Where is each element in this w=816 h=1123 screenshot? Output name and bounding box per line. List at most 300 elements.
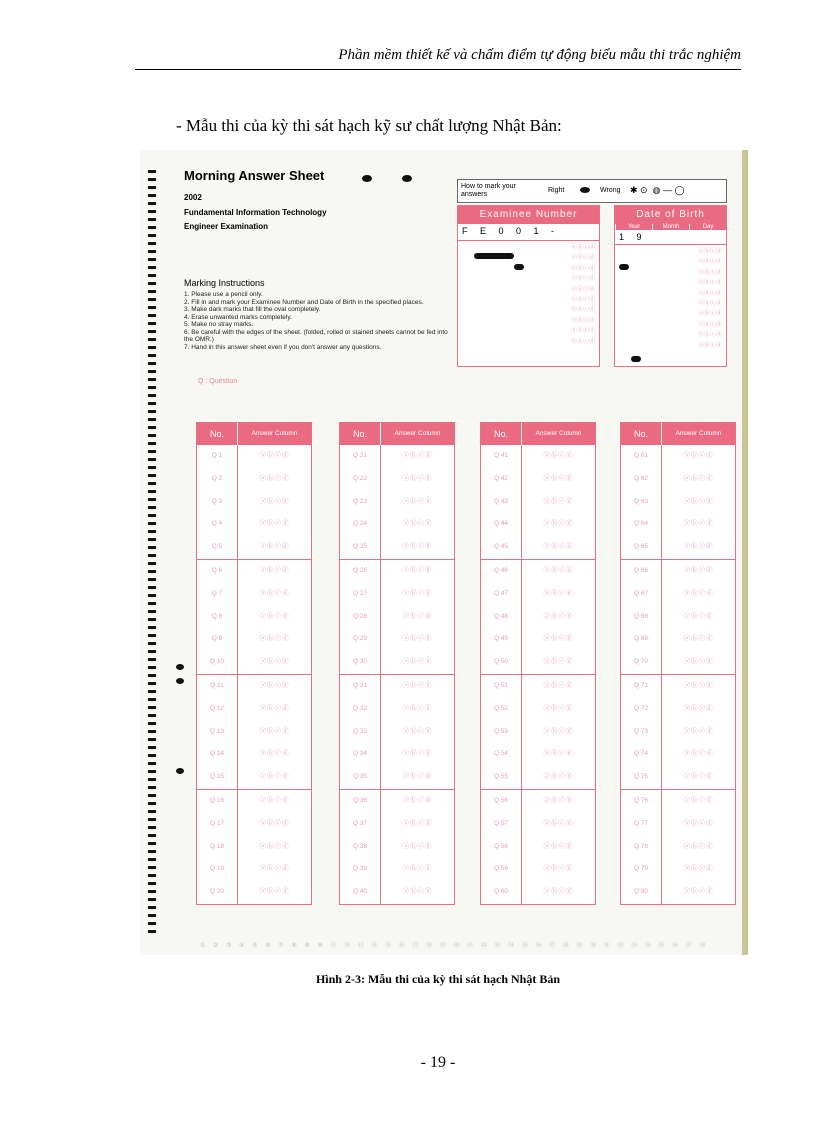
question-number: Q 55 [481, 766, 522, 789]
answer-bubbles[interactable]: ⓐⓑⓒⓓ [543, 773, 574, 781]
answer-row [197, 628, 311, 651]
question-number: Q 21 [340, 445, 381, 468]
answer-row [481, 651, 595, 675]
answer-bubbles[interactable]: ⓐⓑⓒⓓ [402, 888, 433, 896]
answer-bubbles[interactable]: ⓐⓑⓒⓓ [402, 727, 433, 735]
answer-row [340, 836, 454, 859]
question-number: Q 75 [621, 766, 662, 789]
timing-mark [148, 530, 156, 533]
timing-mark [148, 786, 156, 789]
answer-row [340, 721, 454, 744]
question-number: Q 5 [197, 536, 238, 559]
col-answer-label: Answer Column [251, 430, 298, 437]
timing-mark [148, 594, 156, 597]
answer-row [621, 881, 735, 904]
timing-mark [148, 250, 156, 253]
answer-row [340, 858, 454, 881]
col-answer-label: Answer Column [675, 430, 722, 437]
answer-bubbles[interactable]: ⓐⓑⓒⓓ [259, 543, 290, 551]
timing-mark [148, 690, 156, 693]
timing-mark [148, 546, 156, 549]
answer-row [621, 698, 735, 721]
answer-row [621, 858, 735, 881]
answer-bubbles[interactable]: ⓐⓑⓒⓓ [402, 612, 433, 620]
timing-mark [148, 602, 156, 605]
bubble-row: ⓐⓑⓒⓓ [570, 317, 595, 324]
answer-bubbles[interactable]: ⓐⓑⓒⓓ [543, 796, 574, 804]
question-number: Q 70 [621, 651, 662, 674]
question-number: Q 16 [197, 790, 238, 813]
timing-mark [148, 234, 156, 237]
answer-bubbles[interactable]: ⓐⓑⓒⓓ [402, 865, 433, 873]
timing-mark [148, 834, 156, 837]
question-number: Q 66 [621, 560, 662, 583]
bubble-row: ⓐⓑⓒⓓ [697, 249, 722, 255]
answer-row [481, 813, 595, 836]
answer-bubbles[interactable]: ⓐⓑⓒⓓ [259, 566, 290, 574]
timing-mark [148, 538, 156, 541]
timing-mark [148, 506, 156, 509]
timing-mark [148, 346, 156, 349]
question-number: Q 10 [197, 651, 238, 674]
timing-mark [148, 362, 156, 365]
registration-dot [176, 768, 184, 774]
answer-column-block [480, 422, 596, 905]
bubble-row: ⓐⓑⓒⓓ [570, 265, 595, 272]
answer-column-block [620, 422, 736, 905]
answer-row [340, 583, 454, 606]
question-number: Q 4 [197, 513, 238, 536]
answer-row [621, 651, 735, 675]
answer-bubbles[interactable]: ⓐⓑⓒⓓ [259, 589, 290, 597]
timing-mark [148, 170, 156, 173]
answer-row [340, 881, 454, 904]
timing-mark [148, 570, 156, 573]
answer-bubbles[interactable]: ⓐⓑⓒⓓ [259, 635, 290, 643]
bubble-row: ⓐⓑⓒⓓ [697, 269, 722, 276]
registration-dot [176, 678, 184, 684]
answer-row [481, 743, 595, 766]
timing-mark [148, 498, 156, 501]
answer-row [340, 468, 454, 491]
question-number: Q 57 [481, 813, 522, 836]
answer-row [481, 560, 595, 583]
answer-bubbles[interactable]: ⓐⓑⓒⓓ [683, 842, 714, 850]
answer-bubbles[interactable]: ⓐⓑⓒⓓ [259, 842, 290, 850]
question-number: Q 77 [621, 813, 662, 836]
timing-mark [148, 178, 156, 181]
answer-bubbles[interactable]: ⓐⓑⓒⓓ [402, 773, 433, 781]
timing-mark [148, 882, 156, 885]
col-no-label: No. [340, 423, 381, 445]
answer-bubbles[interactable]: ⓐⓑⓒⓓ [683, 819, 714, 827]
answer-bubbles[interactable]: ⓐⓑⓒⓓ [683, 750, 714, 758]
answer-bubbles[interactable]: ⓐⓑⓒⓓ [402, 589, 433, 597]
answer-bubbles[interactable]: ⓐⓑⓒⓓ [259, 658, 290, 666]
timing-mark [148, 858, 156, 861]
answer-bubbles[interactable]: ⓐⓑⓒⓓ [259, 520, 290, 528]
question-number: Q 24 [340, 513, 381, 536]
timing-mark [148, 402, 156, 405]
question-number: Q 44 [481, 513, 522, 536]
timing-mark [148, 562, 156, 565]
marking-instruction-item: 3. Make dark marks that fill the oval completely. [184, 306, 321, 313]
answer-row [621, 743, 735, 766]
timing-mark [148, 682, 156, 685]
timing-mark [148, 226, 156, 229]
answer-bubbles[interactable]: ⓐⓑⓒⓓ [402, 452, 433, 459]
bubble-row: ⓐⓑⓒⓓ [697, 259, 722, 266]
answer-row [621, 813, 735, 836]
sheet-subtitle: Fundamental Information Technology [184, 208, 327, 217]
timing-mark [148, 410, 156, 413]
timing-mark [148, 754, 156, 757]
answer-row [481, 790, 595, 813]
answer-bubbles[interactable]: ⓐⓑⓒⓓ [683, 543, 714, 551]
dob-day-label: Day [689, 224, 726, 230]
answer-row [621, 445, 735, 468]
answer-bubbles[interactable]: ⓐⓑⓒⓓ [543, 474, 574, 482]
question-number: Q 18 [197, 836, 238, 859]
answer-bubbles[interactable]: ⓐⓑⓒⓓ [402, 474, 433, 482]
answer-bubbles[interactable]: ⓐⓑⓒⓓ [402, 543, 433, 551]
marking-instruction-item: 6. Be careful with the edges of the sheet. (folded, rolled or stained sheets cannot be fed into the OMR.) [184, 328, 448, 343]
answer-row [197, 513, 311, 536]
answer-bubbles[interactable]: ⓐⓑⓒⓓ [402, 796, 433, 804]
answer-bubbles[interactable]: ⓐⓑⓒⓓ [683, 452, 714, 459]
question-number: Q 73 [621, 721, 662, 744]
col-answer-label: Answer Column [394, 430, 441, 437]
answer-row [621, 721, 735, 744]
answer-row [481, 583, 595, 606]
answer-bubbles[interactable]: ⓐⓑⓒⓓ [402, 635, 433, 643]
answer-row [621, 468, 735, 491]
question-number: Q 35 [340, 766, 381, 789]
answer-bubbles[interactable]: ⓐⓑⓒⓓ [683, 865, 714, 873]
question-number: Q 68 [621, 606, 662, 629]
answer-row [481, 628, 595, 651]
timing-mark [148, 442, 156, 445]
question-number: Q 56 [481, 790, 522, 813]
dob-value: 1 9 [615, 230, 726, 245]
answer-bubbles[interactable]: ⓐⓑⓒⓓ [259, 819, 290, 827]
answer-bubbles[interactable]: ⓐⓑⓒⓓ [683, 727, 714, 735]
timing-mark [148, 898, 156, 901]
timing-mark [148, 674, 156, 677]
answer-bubbles[interactable]: ⓐⓑⓒⓓ [402, 520, 433, 528]
timing-mark [148, 762, 156, 765]
answer-row [197, 675, 311, 698]
answer-row [481, 536, 595, 560]
timing-mark [148, 322, 156, 325]
answer-bubbles[interactable]: ⓐⓑⓒⓓ [683, 612, 714, 620]
timing-mark [148, 770, 156, 773]
question-number: Q 26 [340, 560, 381, 583]
bubble-row: ⓐⓑⓒⓓ [697, 311, 722, 318]
page-number: - 19 - [420, 1054, 456, 1071]
intro-text: - Mẫu thi của kỳ thi sát hạch kỹ sư chất lượng Nhật Bản: [176, 116, 562, 135]
dob-subheader [615, 224, 726, 230]
answer-bubbles[interactable]: ⓐⓑⓒⓓ [683, 888, 714, 896]
timing-mark [148, 418, 156, 421]
question-number: Q 7 [197, 583, 238, 606]
answer-bubbles[interactable]: ⓐⓑⓒⓓ [543, 842, 574, 850]
timing-mark [148, 722, 156, 725]
timing-mark [148, 522, 156, 525]
answer-row [481, 881, 595, 904]
bubble-row: ⓐⓑⓒⓓ [570, 307, 595, 314]
answer-bubbles[interactable]: ⓐⓑⓒⓓ [402, 750, 433, 758]
timing-mark [148, 258, 156, 261]
answer-row [197, 721, 311, 744]
question-number: Q 36 [340, 790, 381, 813]
answer-row [197, 651, 311, 675]
answer-row [481, 836, 595, 859]
filled-bubble-marks [474, 253, 514, 259]
timing-mark [148, 458, 156, 461]
answer-bubbles[interactable]: ⓐⓑⓒⓓ [683, 658, 714, 666]
answer-row [340, 698, 454, 721]
bubble-row: ⓐⓑⓒⓓ [570, 338, 595, 345]
timing-mark [148, 450, 156, 453]
timing-mark [148, 714, 156, 717]
marking-instruction-item: 5. Make no stray marks. [184, 321, 254, 328]
answer-bubbles[interactable]: ⓐⓑⓒⓓ [259, 474, 290, 482]
answer-bubbles[interactable]: ⓐⓑⓒⓓ [543, 727, 574, 735]
answer-bubbles[interactable]: ⓐⓑⓒⓓ [259, 773, 290, 781]
bubble-row: ⓐⓑⓒⓓ [570, 286, 595, 293]
question-number: Q 58 [481, 836, 522, 859]
answer-row [340, 560, 454, 583]
answer-row [621, 766, 735, 790]
answer-bubbles[interactable]: ⓐⓑⓒⓓ [259, 452, 290, 459]
answer-row [197, 536, 311, 560]
answer-row [340, 606, 454, 629]
dob-title: Date of Birth [615, 206, 726, 224]
question-number: Q 49 [481, 628, 522, 651]
answer-column-header [197, 423, 311, 445]
timing-mark [148, 586, 156, 589]
answer-bubbles[interactable]: ⓐⓑⓒⓓ [402, 842, 433, 850]
answer-bubbles[interactable]: ⓐⓑⓒⓓ [683, 796, 714, 804]
answer-row [340, 628, 454, 651]
question-number: Q 64 [621, 513, 662, 536]
answer-row [481, 445, 595, 468]
timing-mark [148, 818, 156, 821]
answer-bubbles[interactable]: ⓐⓑⓒⓓ [543, 750, 574, 758]
timing-mark [148, 482, 156, 485]
timing-marks [148, 170, 156, 938]
question-number: Q 59 [481, 858, 522, 881]
timing-mark [148, 874, 156, 877]
timing-mark [148, 634, 156, 637]
question-number: Q 33 [340, 721, 381, 744]
timing-mark [148, 290, 156, 293]
timing-mark [148, 738, 156, 741]
answer-bubbles[interactable]: ⓐⓑⓒⓓ [543, 497, 574, 505]
answer-bubbles[interactable]: ⓐⓑⓒⓓ [543, 888, 574, 896]
timing-mark [148, 394, 156, 397]
answer-row [197, 583, 311, 606]
timing-mark [148, 218, 156, 221]
answer-bubbles[interactable]: ⓐⓑⓒⓓ [683, 474, 714, 482]
question-number: Q 27 [340, 583, 381, 606]
question-legend: Q : Question [198, 378, 238, 385]
bubble-row: ⓐⓑⓒⓓ [697, 280, 722, 287]
question-number: Q 11 [197, 675, 238, 698]
answer-column-header [340, 423, 454, 445]
question-number: Q 65 [621, 536, 662, 559]
answer-bubbles[interactable]: ⓐⓑⓒⓓ [259, 497, 290, 505]
page-header [135, 47, 741, 70]
registration-dot [176, 664, 184, 670]
timing-mark [148, 650, 156, 653]
answer-bubbles[interactable]: ⓐⓑⓒⓓ [683, 635, 714, 643]
question-number: Q 29 [340, 628, 381, 651]
timing-mark [148, 906, 156, 909]
answer-bubbles[interactable]: ⓐⓑⓒⓓ [543, 520, 574, 528]
answer-row [340, 651, 454, 675]
answer-bubbles[interactable]: ⓐⓑⓒⓓ [683, 704, 714, 712]
timing-mark [148, 474, 156, 477]
answer-bubbles[interactable]: ⓐⓑⓒⓓ [543, 865, 574, 873]
question-number: Q 46 [481, 560, 522, 583]
answer-bubbles[interactable]: ⓐⓑⓒⓓ [543, 612, 574, 620]
timing-mark [148, 370, 156, 373]
answer-bubbles[interactable]: ⓐⓑⓒⓓ [683, 589, 714, 597]
answer-row [197, 468, 311, 491]
answer-bubbles[interactable]: ⓐⓑⓒⓓ [259, 681, 290, 689]
answer-row [197, 445, 311, 468]
timing-mark [148, 706, 156, 709]
howto-wrong-label: Wrong [600, 187, 621, 194]
answer-bubbles[interactable]: ⓐⓑⓒⓓ [543, 566, 574, 574]
timing-mark [148, 386, 156, 389]
marking-instruction-item: 7. Hand in this answer sheet even if you don't answer any questions. [184, 343, 382, 351]
question-number: Q 17 [197, 813, 238, 836]
answer-bubbles[interactable]: ⓐⓑⓒⓓ [543, 681, 574, 689]
answer-bubbles[interactable]: ⓐⓑⓒⓓ [402, 497, 433, 505]
answer-bubbles[interactable]: ⓐⓑⓒⓓ [402, 704, 433, 712]
timing-mark [148, 514, 156, 517]
answer-row [340, 536, 454, 560]
timing-mark [148, 434, 156, 437]
answer-bubbles[interactable]: ⓐⓑⓒⓓ [259, 704, 290, 712]
answer-bubbles[interactable]: ⓐⓑⓒⓓ [543, 658, 574, 666]
timing-mark [148, 314, 156, 317]
answer-row [481, 491, 595, 514]
timing-mark [148, 794, 156, 797]
answer-row [340, 675, 454, 698]
answer-bubbles[interactable]: ⓐⓑⓒⓓ [543, 589, 574, 597]
question-number: Q 9 [197, 628, 238, 651]
timing-mark [148, 298, 156, 301]
answer-bubbles[interactable]: ⓐⓑⓒⓓ [683, 681, 714, 689]
question-number: Q 28 [340, 606, 381, 629]
answer-bubbles[interactable]: ⓐⓑⓒⓓ [402, 658, 433, 666]
answer-row [197, 836, 311, 859]
answer-bubbles[interactable]: ⓐⓑⓒⓓ [259, 750, 290, 758]
answer-bubbles[interactable]: ⓐⓑⓒⓓ [543, 543, 574, 551]
question-number: Q 31 [340, 675, 381, 698]
answer-bubbles[interactable]: ⓐⓑⓒⓓ [402, 681, 433, 689]
answer-row [481, 858, 595, 881]
answer-column-block [196, 422, 312, 905]
question-number: Q 8 [197, 606, 238, 629]
answer-bubbles[interactable]: ⓐⓑⓒⓓ [259, 888, 290, 896]
registration-dot [402, 175, 412, 182]
question-number: Q 67 [621, 583, 662, 606]
question-number: Q 30 [340, 651, 381, 674]
bottom-bubble-row: ① ② ③ ④ ⑤ ⑥ ⑦ ⑧ ⑨ ⑩ ⑪ ⑫ ⑬ ⑭ ⑮ ⑯ ⑰ ⑱ ⑲ ⑳ ㉑ ㉒ ㉓ ㉔ ㉕ ㉖ ㉗ ㉘ ㉙ ㉚ ㉛ ㉜ ㉝ ㉞ ㉟ ㊱ ㊲ ㊳ [200, 943, 709, 949]
answer-bubbles[interactable]: ⓐⓑⓒⓓ [402, 819, 433, 827]
question-number: Q 71 [621, 675, 662, 698]
question-number: Q 78 [621, 836, 662, 859]
timing-mark [148, 266, 156, 269]
answer-bubbles[interactable]: ⓐⓑⓒⓓ [543, 819, 574, 827]
bubble-row: ⓐⓑⓒⓓ [697, 332, 722, 339]
header-title: Phần mềm thiết kế và chấm điểm tự động biểu mẫu thi trắc nghiệm [338, 47, 741, 63]
answer-row [197, 743, 311, 766]
wrong-marks-icon: ✱ ⊙ ◍ — ◯ [630, 185, 685, 195]
answer-row [197, 491, 311, 514]
timing-mark [148, 778, 156, 781]
answer-bubbles[interactable]: ⓐⓑⓒⓓ [543, 704, 574, 712]
question-number: Q 47 [481, 583, 522, 606]
timing-mark [148, 890, 156, 893]
timing-mark [148, 930, 156, 933]
answer-row [621, 606, 735, 629]
timing-mark [148, 378, 156, 381]
answer-bubbles[interactable]: ⓐⓑⓒⓓ [259, 796, 290, 804]
answer-column-block [339, 422, 455, 905]
question-number: Q 6 [197, 560, 238, 583]
answer-bubbles[interactable]: ⓐⓑⓒⓓ [683, 497, 714, 505]
answer-row [197, 766, 311, 790]
registration-dot [362, 175, 372, 182]
answer-bubbles[interactable]: ⓐⓑⓒⓓ [683, 520, 714, 528]
answer-bubbles[interactable]: ⓐⓑⓒⓓ [543, 452, 574, 459]
answer-bubbles[interactable]: ⓐⓑⓒⓓ [259, 612, 290, 620]
filled-bubble-mark [619, 264, 629, 270]
filled-oval-icon [580, 187, 590, 193]
sheet-year: 2002 [184, 193, 202, 202]
timing-mark [148, 578, 156, 581]
answer-row [340, 743, 454, 766]
timing-mark [148, 554, 156, 557]
col-no-label: No. [481, 423, 522, 445]
answer-bubbles[interactable]: ⓐⓑⓒⓓ [402, 566, 433, 574]
question-number: Q 19 [197, 858, 238, 881]
timing-mark [148, 466, 156, 469]
answer-bubbles[interactable]: ⓐⓑⓒⓓ [259, 865, 290, 873]
sheet-subtitle: Engineer Examination [184, 222, 269, 231]
timing-mark [148, 810, 156, 813]
answer-bubbles[interactable]: ⓐⓑⓒⓓ [259, 727, 290, 735]
answer-row [481, 468, 595, 491]
timing-mark [148, 274, 156, 277]
answer-bubbles[interactable]: ⓐⓑⓒⓓ [683, 566, 714, 574]
answer-bubbles[interactable]: ⓐⓑⓒⓓ [683, 773, 714, 781]
col-no-label: No. [197, 423, 238, 445]
marking-instructions-title: Marking Instructions [184, 278, 265, 288]
question-number: Q 23 [340, 491, 381, 514]
answer-bubbles[interactable]: ⓐⓑⓒⓓ [543, 635, 574, 643]
bubble-row: ⓐⓑⓒⓓ [570, 255, 595, 262]
answer-row [621, 513, 735, 536]
timing-mark [148, 354, 156, 357]
answer-row [340, 491, 454, 514]
